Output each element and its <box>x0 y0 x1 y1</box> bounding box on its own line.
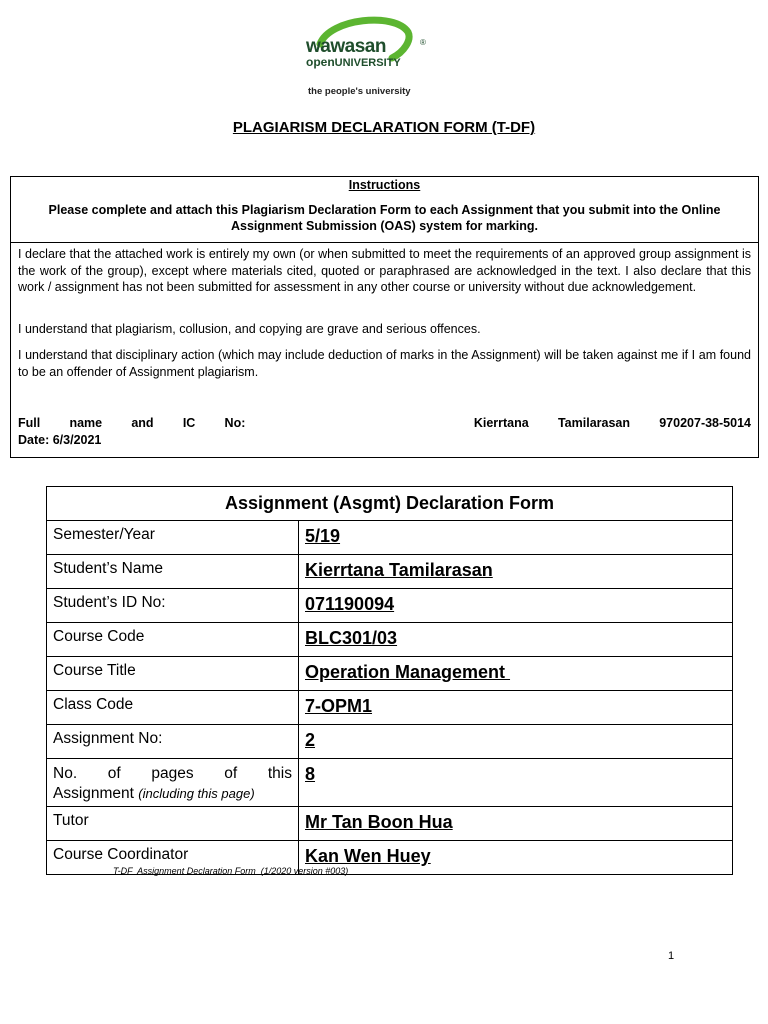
instructions-header <box>11 177 758 243</box>
fullname-word: Full <box>18 416 41 430</box>
row-value: Kierrtana Tamilarasan <box>299 555 733 589</box>
pages-word: of <box>107 765 121 782</box>
page-number: 1 <box>668 950 675 962</box>
row-value: Operation Management <box>299 657 733 691</box>
table-row <box>47 589 733 623</box>
table-row <box>47 807 733 841</box>
pages-note: (including this page) <box>138 786 255 801</box>
row-value: 8 <box>299 759 733 807</box>
university-logo <box>300 14 440 100</box>
fullname-word: No: <box>224 416 246 430</box>
footer-version-note: T-DF Assignment Declaration Form (1/2020 version #003) <box>113 866 349 876</box>
form-title: PLAGIARISM DECLARATION FORM (T-DF) <box>232 119 536 136</box>
row-label: Tutor <box>47 807 299 841</box>
instructions-text: Please complete and attach this Plagiarism Declaration Form to each Assignment that you submit into the Online Assignment Submission (OAS) system for marking. <box>48 203 721 233</box>
declaration-date: Date: 6/3/2021 <box>18 433 102 447</box>
table-row <box>47 725 733 759</box>
pages-word: this <box>267 765 292 782</box>
row-label: Course Code <box>47 623 299 657</box>
fullname-word: and <box>131 416 154 430</box>
fullname-gap <box>275 416 445 430</box>
instructions-box <box>10 176 759 458</box>
ic-number: 970207-38-5014 <box>659 416 751 430</box>
pages-word: pages <box>151 765 194 782</box>
row-value: 071190094 <box>299 589 733 623</box>
fullname-value-last: Tamilarasan <box>557 416 630 430</box>
row-label: Course Coordinator <box>47 841 299 875</box>
pages-word: Assignment <box>53 785 134 802</box>
pages-word: of <box>224 765 238 782</box>
row-value: 5/19 <box>299 521 733 555</box>
declaration-paragraph-1: I declare that the attached work is entirely my own (or when submitted to meet the requirements of an approved group assignment is the work of the group), except where materials cited, quoted or paraphrased are acknowledged in the text. I also declare that this work / assignment has not been submitted for assessment in any other course or university without due acknowledgement. <box>18 247 751 294</box>
row-label: Student’s ID No: <box>47 589 299 623</box>
row-label: Course Title <box>47 657 299 691</box>
logo-tagline: the people's university <box>308 86 411 97</box>
logo-open: open <box>306 55 335 69</box>
row-value: 2 <box>299 725 733 759</box>
declaration-paragraph-2: I understand that plagiarism, collusion, and copying are grave and serious offences. <box>18 322 481 336</box>
table-row <box>47 623 733 657</box>
logo-registered-mark: ® <box>420 38 426 47</box>
table-row <box>47 691 733 725</box>
table-row <box>47 521 733 555</box>
table-row <box>47 657 733 691</box>
table-row <box>47 759 733 807</box>
fullname-word: IC <box>182 416 196 430</box>
pages-label-line2 <box>53 784 292 804</box>
fullname-ic-line <box>18 416 751 430</box>
declaration-paragraph-3: I understand that disciplinary action (which may include deduction of marks in the Assignment) will be taken against me if I am found to be an offender of Assignment plagiarism. <box>18 348 751 379</box>
row-value: BLC301/03 <box>299 623 733 657</box>
logo-subline <box>306 55 401 69</box>
row-label: Class Code <box>47 691 299 725</box>
row-value: Mr Tan Boon Hua <box>299 807 733 841</box>
row-label: Semester/Year <box>47 521 299 555</box>
logo-university: UNIVERSITY <box>334 57 401 69</box>
table-row <box>47 555 733 589</box>
instructions-title: Instructions <box>348 178 421 192</box>
row-label: Student’s Name <box>47 555 299 589</box>
assignment-form-title: Assignment (Asgmt) Declaration Form <box>47 487 733 521</box>
pages-label-line1 <box>53 764 292 784</box>
logo-wordmark: wawasan <box>306 36 386 57</box>
row-label: Assignment No: <box>47 725 299 759</box>
fullname-word: name <box>69 416 103 430</box>
assignment-declaration-table <box>46 486 733 875</box>
row-value: 7-OPM1 <box>299 691 733 725</box>
row-label-pages <box>47 759 299 807</box>
row-value: Kan Wen Huey <box>299 841 733 875</box>
fullname-value-first: Kierrtana <box>473 416 529 430</box>
pages-word: No. <box>53 765 78 782</box>
